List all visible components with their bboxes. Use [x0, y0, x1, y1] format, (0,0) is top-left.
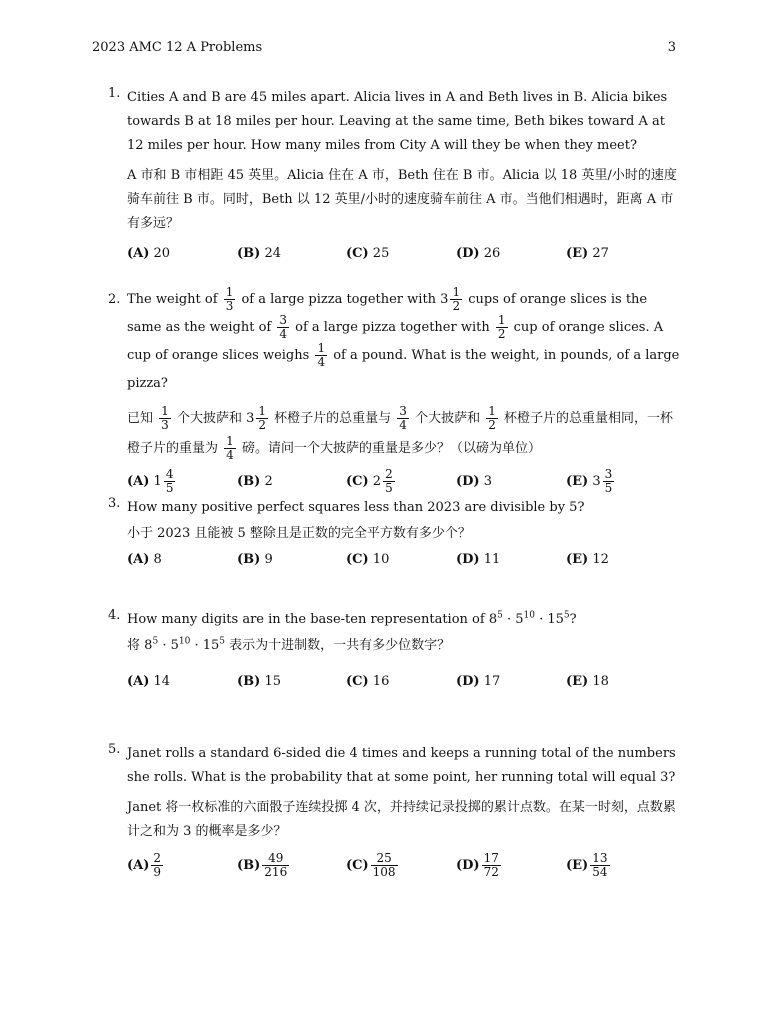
choice-b: (B) $\frac{49}{216}$: [237, 851, 288, 879]
fraction: $\frac{1}{3}$: [225, 285, 234, 313]
problem-number: 2.: [108, 292, 121, 307]
choice-b: (B) 15: [237, 674, 281, 689]
choice-b: (B) 2: [237, 474, 273, 489]
choice-d: (D) 26: [456, 246, 501, 261]
problem-number: 1.: [108, 86, 121, 101]
problem-number: 4.: [108, 608, 121, 623]
fraction: $\frac{3}{4}$: [279, 313, 287, 341]
choice-a: (A) $\frac{2}{9}$: [127, 851, 162, 879]
fraction: $\frac{3}{4}$: [399, 404, 407, 432]
choice-e: (E) 12: [566, 552, 609, 567]
problem-3: [108, 496, 680, 582]
choice-c: (C) $\frac{25}{108}$: [346, 851, 396, 879]
choice-e: (E) 3 $\frac{3}{5}$: [566, 467, 613, 495]
choice-a: (A) 8: [127, 552, 162, 567]
problem-text-en: Cities A and B are 45 miles apart. Alicia lives in A and Beth lives in B. Alicia bikes towards B at 18 miles per hour. Leaving at the same time, Beth bikes toward A at 12 miles per hour. How many miles from City A will they be when they meet?: [127, 90, 668, 153]
choice-b: (B) 9: [237, 552, 273, 567]
fraction: $\frac{1}{4}$: [226, 434, 234, 462]
document-title: 2023 AMC 12 A Problems: [92, 40, 263, 55]
fraction: $\frac{1}{2}$: [452, 285, 461, 313]
choice-c: (C) 25: [346, 246, 390, 261]
answer-choices: [127, 852, 680, 888]
problem-number: 5.: [108, 742, 121, 757]
fraction: $\frac{1}{4}$: [317, 341, 326, 369]
fraction: $\frac{1}{2}$: [488, 404, 496, 432]
answer-choices: [127, 246, 680, 276]
problem-text-en: Janet rolls a standard 6-sided die 4 times and keeps a running total of the numbers she rolls. What is the probability that at some point, her running total will equal 3?: [127, 746, 676, 785]
choice-d: (D) 11: [456, 552, 501, 567]
choice-d: (D) 3: [456, 474, 492, 489]
choice-a: (A) 20: [127, 246, 171, 261]
problem-text-zh: A 市和 B 市相距 45 英里。Alicia 住在 A 市，Beth 住在 B 市。Alicia 以 18 英里/小时的速度骑车前往 B 市。同时，Beth 以 12 英里/小时的速度骑车前往 A 市。当他们相遇时，距离 A 市有多远？: [127, 168, 677, 231]
problem-text-zh: 已知 $\frac{1}{3}$ 个大披萨和 3 $\frac{1}{2}$ 杯橙子片的总重量与 $\frac{3}{4}$ 个大披萨和 $\frac{1}{2}$ 杯橙子片的总重量相同，一杯橙子片的重量为 $\frac{1}{4}$ 磅。请问一个大披萨的重量是多少？（以磅为单位）: [127, 404, 674, 462]
problem-text-zh: Janet 将一枚标准的六面骰子连续投掷 4 次，并持续记录投掷的累计点数。在某一时刻，点数累计之和为 3 的概率是多少？: [127, 800, 676, 839]
answer-choices: [127, 674, 680, 704]
problem-text-en: The weight of $\frac{1}{3}$ of a large pizza together with 3 $\frac{1}{2}$ cups of orange slices is the same as the weight of $\frac{3}{4}$ of a large pizza together with $\frac{1}{2}$ cup of orange slices. A cup of orange slices weighs $\frac{1}{4}$ of a pound. What is the weight, in pounds, of a large pizza?: [127, 285, 680, 391]
fraction: $\frac{1}{2}$: [258, 404, 266, 432]
problem-number: 3.: [108, 496, 121, 511]
choice-e: (E) 18: [566, 674, 609, 689]
problem-text-en: How many digits are in the base-ten representation of $8^5 \cdot 5^{10} \cdot 15^5$?: [127, 610, 577, 627]
answer-choices: [127, 552, 680, 582]
choice-c: (C) 2 $\frac{2}{5}$: [346, 467, 393, 495]
problem-text-zh: 将 $8^5 \cdot 5^{10} \cdot 15^5$ 表示为十进制数，一共有多少位数字？: [127, 636, 451, 653]
answer-choices: [127, 468, 680, 498]
fraction: $\frac{1}{3}$: [161, 404, 169, 432]
choice-d: (D) 17: [456, 674, 501, 689]
choice-d: (D) $\frac{17}{72}$: [456, 851, 499, 879]
choice-a: (A) 14: [127, 674, 171, 689]
choice-e: (E) $\frac{13}{54}$: [566, 851, 608, 879]
choice-c: (C) 10: [346, 552, 390, 567]
choice-e: (E) 27: [566, 246, 609, 261]
choice-c: (C) 16: [346, 674, 390, 689]
fraction: $\frac{1}{2}$: [497, 313, 506, 341]
problem-1: [108, 86, 680, 276]
problem-4: [108, 608, 680, 704]
choice-a: (A) 1 $\frac{4}{5}$: [127, 467, 174, 495]
choice-b: (B) 24: [237, 246, 281, 261]
problem-2: [108, 286, 680, 498]
page-header: [92, 40, 676, 58]
page-number: 3: [667, 40, 676, 55]
problem-text-en: How many positive perfect squares less than 2023 are divisible by 5?: [127, 500, 585, 515]
problem-5: [108, 742, 680, 888]
problem-text-zh: 小于 2023 且能被 5 整除且是正数的完全平方数有多少个？: [127, 526, 471, 541]
